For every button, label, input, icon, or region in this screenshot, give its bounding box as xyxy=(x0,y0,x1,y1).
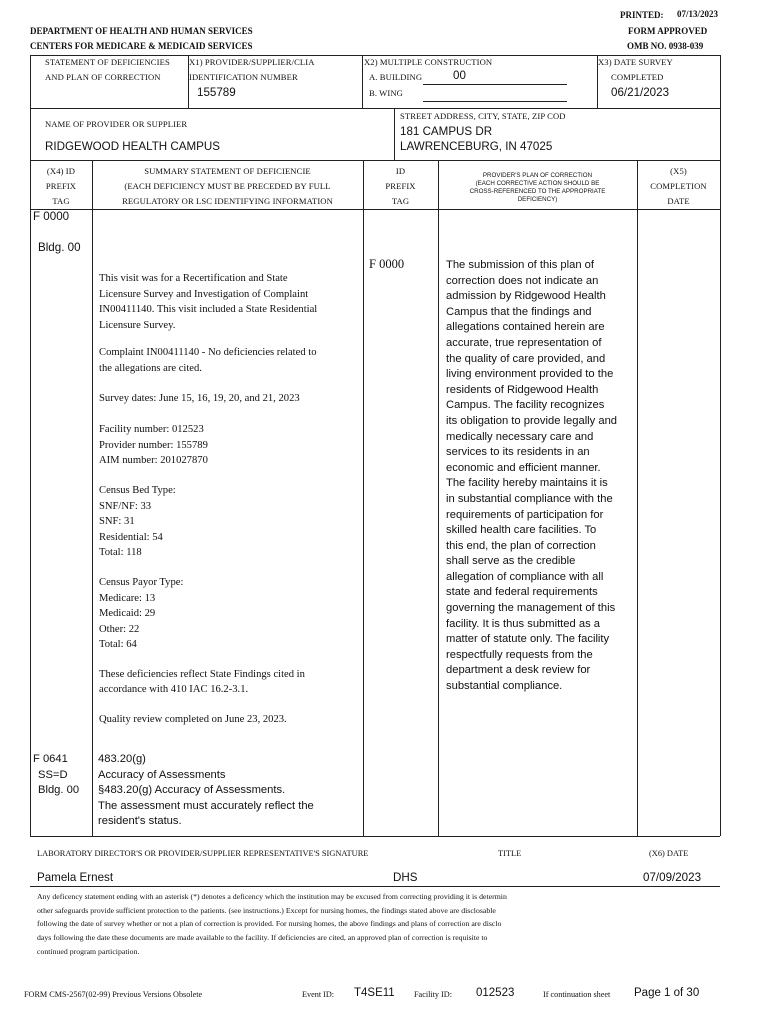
poc-line: correction does not indicate an xyxy=(446,274,599,287)
text-line: §483.20(g) Accuracy of Assessments. xyxy=(98,784,286,797)
summary-findings xyxy=(99,667,361,698)
text-line: Complaint IN00411140 - No deficiencies related to xyxy=(99,347,317,359)
text-line: Provider number: 155789 xyxy=(99,439,208,451)
text-line: Facility number: 012523 xyxy=(99,424,204,436)
summary-quality xyxy=(99,712,361,728)
col-x4-tag: TAG xyxy=(52,196,70,206)
poc-line: economic and efficient manner. xyxy=(446,461,601,474)
summary-dates xyxy=(99,391,361,407)
building-label: A. BUILDING xyxy=(369,72,423,82)
statement-label-1: STATEMENT OF DEFICIENCIES xyxy=(45,57,170,67)
text-line: SNF/NF: 33 xyxy=(99,500,152,512)
address-line-1: 181 CAMPUS DR xyxy=(400,125,493,138)
col-id-prefix: PREFIX xyxy=(385,181,416,191)
text-line: Licensure Survey and Investigation of Complaint xyxy=(99,288,309,300)
poc-line: living environment provided to the xyxy=(446,368,614,381)
date-survey-value: 06/21/2023 xyxy=(611,86,670,99)
poc-line: facility. It is thus submitted as a xyxy=(446,617,600,630)
event-id-label: Event ID: xyxy=(302,990,335,999)
facility-id-label: Facility ID: xyxy=(414,990,452,999)
col-summary-1: SUMMARY STATEMENT OF DEFICIENCIE xyxy=(144,166,311,176)
signature-name: Pamela Ernest xyxy=(37,871,114,884)
col-plan-3: CROSS-REFERENCED TO THE APPROPRIATE xyxy=(469,188,606,195)
poc-line: accurate, true representation of xyxy=(446,336,602,349)
poc-line: in substantial compliance with the xyxy=(446,492,613,505)
text-line: The assessment must accurately reflect the xyxy=(98,799,314,812)
text-line: This visit was for a Recertification and State xyxy=(99,273,288,284)
date-survey-label-1: X3) DATE SURVEY xyxy=(598,57,673,67)
text-line: Census Payor Type: xyxy=(99,576,184,588)
text-line: Accuracy of Assessments xyxy=(98,768,226,781)
multiple-construction-label: X2) MULTIPLE CONSTRUCTION xyxy=(364,57,493,67)
poc-line: The submission of this plan of xyxy=(446,259,594,271)
signature-label: LABORATORY DIRECTOR'S OR PROVIDER/SUPPLIER REPRESENTATIVE'S SIGNATURE xyxy=(37,849,369,858)
footnote-block xyxy=(37,890,727,959)
building-value: 00 xyxy=(453,69,466,82)
poc-line: Campus. The facility recognizes xyxy=(446,399,605,412)
department-title: DEPARTMENT OF HEALTH AND HUMAN SERVICES xyxy=(30,26,253,36)
poc-line: skilled health care facilities. To xyxy=(446,524,597,537)
summary-census-payor xyxy=(99,575,361,653)
printed-label: PRINTED: xyxy=(620,10,664,20)
text-line: resident's status. xyxy=(98,815,182,828)
poc-line: department a desk review for xyxy=(446,664,591,677)
wing-label: B. WING xyxy=(369,88,403,98)
col-summary-2: (EACH DEFICIENCY MUST BE PRECEDED BY FULL xyxy=(124,181,331,191)
text-line: Licensure Survey. xyxy=(99,319,176,331)
col-x5-completion: COMPLETION xyxy=(650,181,707,191)
col-x4-id: (X4) ID xyxy=(46,166,76,176)
omb-number: OMB NO. 0938-039 xyxy=(627,41,704,51)
provider-name-value: RIDGEWOOD HEALTH CAMPUS xyxy=(45,140,220,153)
address-line-2: LAWRENCEBURG, IN 47025 xyxy=(400,140,553,153)
plan-of-correction-text xyxy=(446,258,636,695)
col-summary-3: REGULATORY OR LSC IDENTIFYING INFORMATION xyxy=(122,196,333,206)
text-line: Survey dates: June 15, 16, 19, 20, and 21, 2023 xyxy=(99,392,300,404)
event-id-value: T4SE11 xyxy=(354,987,395,999)
poc-line: state and federal requirements xyxy=(446,586,598,599)
summary-census-bed xyxy=(99,483,361,561)
signature-title: DHS xyxy=(393,871,418,884)
footnote-line: following the date of survey whether or not a plan of correction is provided. For nursing homes, the above findings and plans of correction are disclo xyxy=(37,919,502,929)
summary-numbers xyxy=(99,422,361,469)
poc-line: governing the management of this xyxy=(446,602,616,615)
tag-f0000: F 0000 xyxy=(33,210,70,223)
continuation-label: If continuation sheet xyxy=(543,990,611,999)
poc-line: requirements of participation for xyxy=(446,508,604,521)
text-line: the allegations are cited. xyxy=(99,362,202,374)
f0641-tag-block xyxy=(33,752,91,799)
poc-line: shall serve as the credible xyxy=(446,555,576,568)
text-line: SNF: 31 xyxy=(99,516,135,528)
text-line: Total: 64 xyxy=(99,639,137,651)
col-plan-1: PROVIDER'S PLAN OF CORRECTION xyxy=(482,172,593,179)
f0641-scope-severity: SS=D xyxy=(38,768,68,781)
provider-name-label: NAME OF PROVIDER OR SUPPLIER xyxy=(45,119,188,129)
poc-line: The facility hereby maintains it is xyxy=(446,477,608,490)
text-line: Total: 118 xyxy=(99,547,142,559)
text-line: AIM number: 201027870 xyxy=(99,455,208,467)
text-line: accordance with 410 IAC 16.2-3.1. xyxy=(99,684,249,696)
poc-line: the quality of care provided, and xyxy=(446,352,606,365)
poc-line: Campus that the findings and xyxy=(446,305,592,318)
poc-line: services to its residents in an xyxy=(446,446,590,459)
poc-line: medically necessary care and xyxy=(446,430,594,443)
col-plan-4: DEFICIENCY) xyxy=(517,196,558,203)
text-line: 483.20(g) xyxy=(98,753,146,765)
f0641-text-block xyxy=(98,752,362,830)
f0641-bldg: Bldg. 00 xyxy=(38,784,80,797)
poc-line: allegation of compliance with all xyxy=(446,570,604,583)
facility-id-value: 012523 xyxy=(476,987,515,999)
date-survey-label-2: COMPLETED xyxy=(611,72,664,82)
summary-block xyxy=(99,271,361,740)
form-label: FORM CMS-2567(02-99) Previous Versions Obsolete xyxy=(24,990,203,999)
signature-date: 07/09/2023 xyxy=(643,871,702,884)
text-line: Medicare: 13 xyxy=(99,592,156,604)
title-label: TITLE xyxy=(498,849,522,858)
col-x5: (X5) xyxy=(670,166,687,176)
text-line: Quality review completed on June 23, 2023. xyxy=(99,714,287,726)
text-line: Other: 22 xyxy=(99,623,140,635)
address-label: STREET ADDRESS, CITY, STATE, ZIP COD xyxy=(400,111,566,121)
tag-bldg-00: Bldg. 00 xyxy=(38,241,81,254)
text-line: These deficiencies reflect State Findings cited in xyxy=(99,668,305,680)
summary-visit xyxy=(99,271,361,333)
provider-id-label-2: IDENTIFICATION NUMBER xyxy=(189,72,298,82)
col-plan-2: (EACH CORRECTIVE ACTION SHOULD BE xyxy=(475,180,600,187)
footnote-line: continued program participation. xyxy=(37,946,140,956)
poc-line: substantial compliance. xyxy=(446,680,563,693)
poc-line: matter of statute only. The facility xyxy=(446,633,610,646)
provider-id-value: 155789 xyxy=(197,86,236,99)
form-approved: FORM APPROVED xyxy=(628,26,708,36)
text-line: Residential: 54 xyxy=(99,531,163,543)
col-x5-date: DATE xyxy=(667,196,690,206)
x6-date-label: (X6) DATE xyxy=(649,849,689,858)
printed-date: 07/13/2023 xyxy=(677,9,719,19)
footnote-line: days following the date these documents are made available to the facility. If deficiencies are cited, an approved plan of correction is requisite to xyxy=(37,933,488,943)
poc-line: allegations contained herein are xyxy=(446,321,605,334)
text-line: IN00411140. This visit included a State Residential xyxy=(99,304,318,316)
statement-label-2: AND PLAN OF CORRECTION xyxy=(45,72,161,82)
text-line: Medicaid: 29 xyxy=(99,608,156,620)
poc-line: respectfully requests from the xyxy=(446,648,593,661)
provider-id-label-1: X1) PROVIDER/SUPPLIER/CLIA xyxy=(189,57,315,67)
text-line: Census Bed Type: xyxy=(99,484,176,496)
poc-tag-f0000: F 0000 xyxy=(369,257,405,271)
summary-complaint xyxy=(99,345,361,376)
footnote-line: other safeguards provide sufficient protection to the patients. (see instructions.) Except for nursing homes, the findings stated above are disclosable xyxy=(37,905,496,915)
col-id: ID xyxy=(395,166,406,176)
footnote-line: Any deficency statement ending with an asterisk (*) denotes a deficency which the institution may be excused from correcting providing it is determin xyxy=(37,892,507,901)
col-x4-prefix: PREFIX xyxy=(45,181,77,191)
col-id-tag: TAG xyxy=(391,196,410,206)
poc-line: residents of Ridgewood Health xyxy=(446,383,599,396)
f0641-tag: F 0641 xyxy=(33,753,68,765)
poc-line: its obligation to provide legally and xyxy=(446,414,618,427)
poc-line: this end, the plan of correction xyxy=(446,539,596,552)
page-number: Page 1 of 30 xyxy=(634,987,700,999)
centers-title: CENTERS FOR MEDICARE & MEDICAID SERVICES xyxy=(30,41,253,51)
poc-line: admission by Ridgewood Health xyxy=(446,290,606,303)
